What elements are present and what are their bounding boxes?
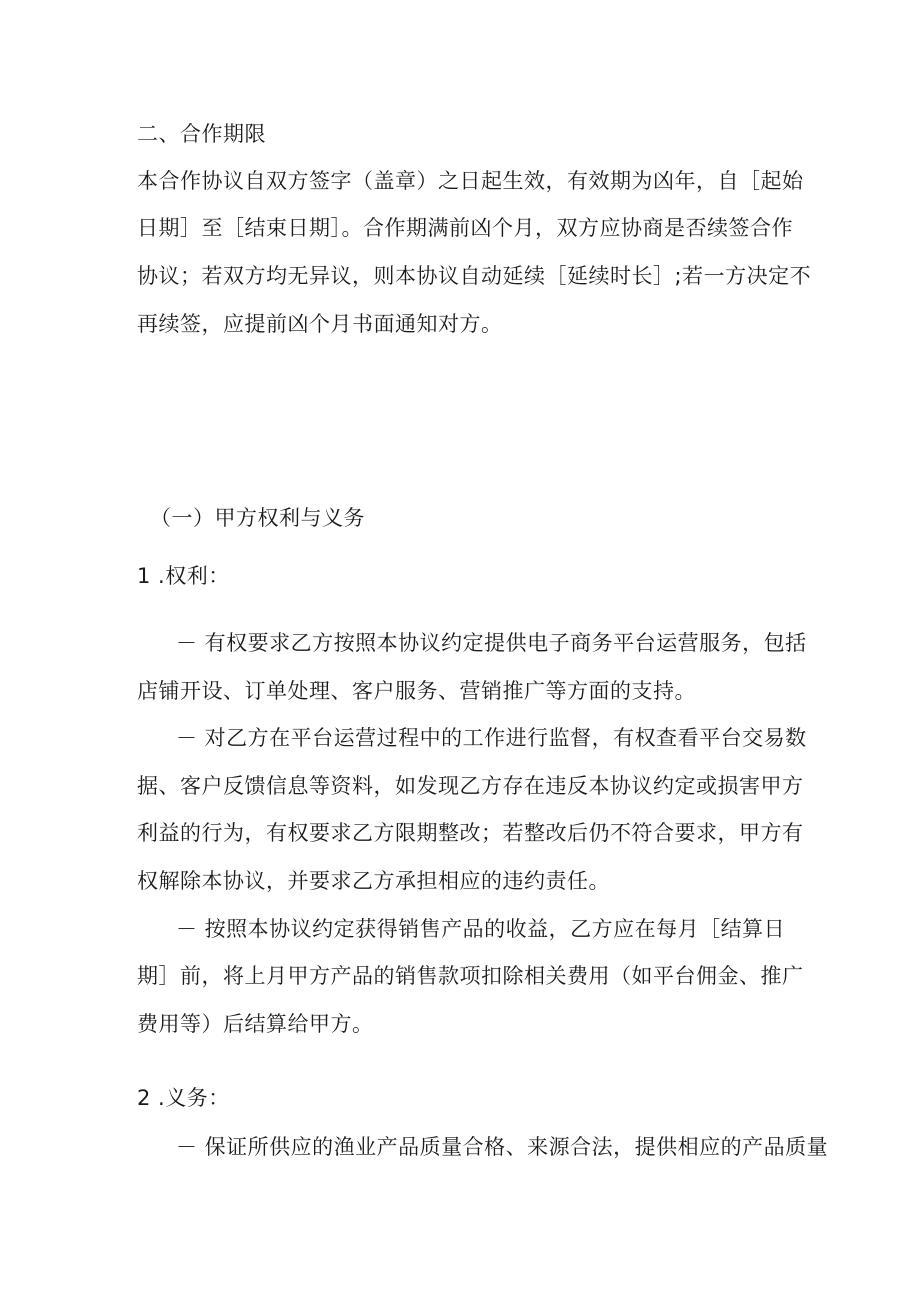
obligations-label: 2 .义务： (137, 1086, 230, 1110)
term-paragraph-line-3: 协议；若双方均无异议，则本协议自动延续［延续时长］;若一方决定不 (137, 264, 812, 288)
term-paragraph-line-4: 再续签，应提前凶个月书面通知对方。 (137, 312, 503, 336)
rights-item-2-line-1: － 对乙方在平台运营过程中的工作进行监督，有权查看平台交易数 (176, 726, 807, 750)
obligations-item-1-line-1: － 保证所供应的渔业产品质量合格、来源合法，提供相应的产品质量 (176, 1135, 829, 1159)
term-paragraph-line-2: 日期］至［结束日期］。合作期满前凶个月，双方应协商是否续签合作 (137, 216, 793, 240)
rights-item-1-line-2: 店铺开设、订单处理、客户服务、营销推广等方面的支持。 (137, 679, 696, 703)
rights-item-1-line-1: － 有权要求乙方按照本协议约定提供电子商务平台运营服务，包括 (176, 631, 807, 655)
rights-item-3-line-1: － 按照本协议约定获得销售产品的收益，乙方应在每月［结算日 (176, 917, 786, 941)
party-a-heading: （一）甲方权利与义务 (150, 506, 365, 530)
rights-item-2-line-2: 据、客户反馈信息等资料，如发现乙方存在违反本协议约定或损害甲方 (137, 774, 804, 798)
rights-item-3-line-3: 费用等）后结算给甲方。 (137, 1012, 374, 1036)
rights-item-2-line-4: 权解除本协议，并要求乙方承担相应的违约责任。 (137, 869, 610, 893)
term-paragraph-line-1: 本合作协议自双方签字（盖章）之日起生效，有效期为凶年，自［起始 (137, 169, 804, 193)
rights-item-2-line-3: 利益的行为，有权要求乙方限期整改；若整改后仍不符合要求，甲方有 (137, 821, 804, 845)
rights-label: 1 .权利： (137, 564, 230, 588)
section-heading-cooperation-term: 二、合作期限 (137, 122, 266, 146)
rights-item-3-line-2: 期］前，将上月甲方产品的销售款项扣除相关费用（如平台佣金、推广 (137, 964, 804, 988)
